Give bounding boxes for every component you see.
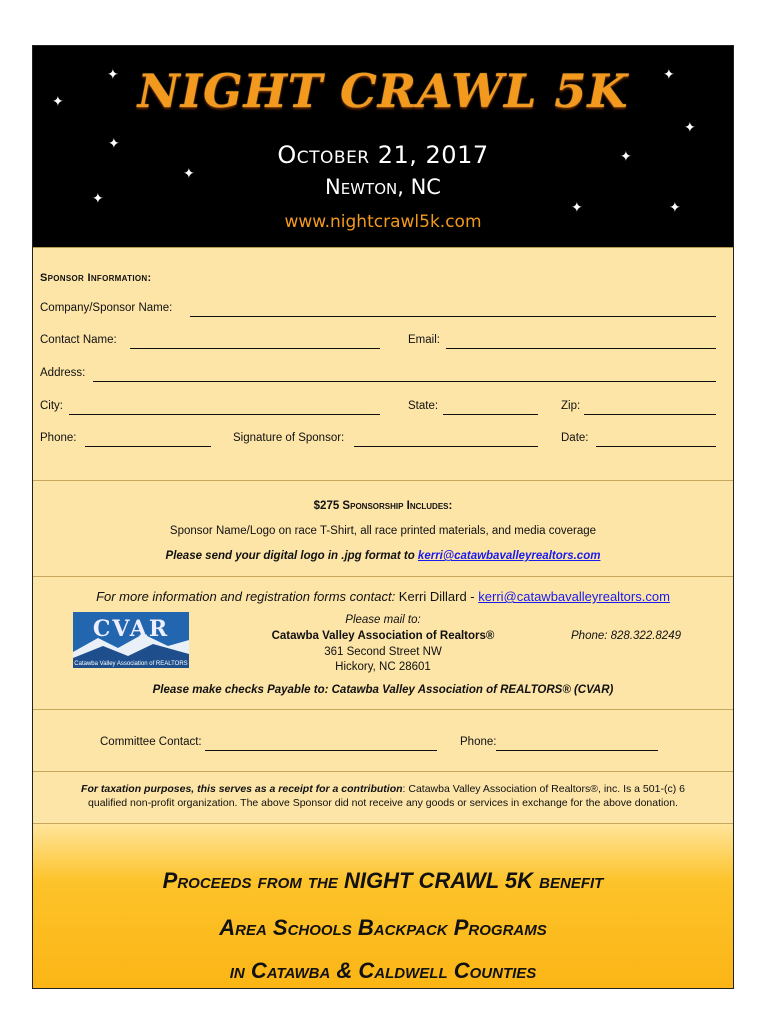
address-field[interactable] (93, 381, 716, 382)
sponsor-information-section (33, 247, 733, 480)
proceeds-line-3: in Catawba & Caldwell Counties (229, 958, 537, 983)
event-location: Newton, NC (325, 175, 441, 199)
sponsor-form-page (32, 45, 734, 989)
contact-name-field[interactable] (130, 348, 380, 349)
cvar-logo-subtext: Catawba Valley Association of REALTORS (74, 661, 188, 667)
tax-line-1-rest: : Catawba Valley Association of Realtors®, inc. Is a 501-(c) 6 (402, 783, 685, 795)
contact-email-link[interactable]: kerri@catawbavalleyrealtors.com (478, 589, 670, 604)
star-icon: ✦ (107, 66, 119, 82)
tax-lead: For taxation purposes, this serves as a receipt for a contribution (81, 783, 403, 795)
zip-field[interactable] (584, 414, 716, 415)
includes-description: Sponsor Name/Logo on race T-Shirt, all race printed materials, and media coverage (169, 525, 597, 537)
proceeds-banner (33, 823, 733, 989)
tax-statement-section (33, 771, 733, 823)
star-icon: ✦ (684, 119, 696, 135)
includes-heading: $275 Sponsorship Includes: (313, 500, 453, 512)
date-field[interactable] (596, 446, 716, 447)
city-field[interactable] (69, 414, 380, 415)
more-info-text: For more information and registration forms contact: (96, 589, 396, 604)
phone-field[interactable] (85, 446, 211, 447)
company-name-label: Company/Sponsor Name: (40, 302, 173, 314)
logo-instruction-text: Please send your digital logo in .jpg format to (165, 550, 418, 562)
email-label: Email: (408, 334, 440, 346)
event-date: October 21, 2017 (277, 141, 489, 169)
star-icon: ✦ (52, 93, 64, 109)
phone-label: Phone: (40, 432, 77, 444)
committee-contact-field[interactable] (205, 750, 437, 751)
state-label: State: (408, 400, 439, 412)
org-phone: Phone: 828.322.8249 (571, 630, 681, 642)
star-icon: ✦ (620, 148, 632, 164)
proceeds-line-2: Area Schools Backpack Programs (219, 915, 547, 940)
star-icon: ✦ (669, 199, 681, 215)
committee-phone-label: Phone: (460, 736, 497, 748)
tax-line-1 (33, 783, 733, 795)
org-city: Hickory, NC 28601 (335, 661, 431, 673)
star-icon: ✦ (108, 135, 120, 151)
contact-section (33, 576, 733, 709)
header-banner (33, 46, 733, 247)
date-label: Date: (561, 432, 589, 444)
email-field[interactable] (446, 348, 716, 349)
contact-name-label: Contact Name: (40, 334, 117, 346)
star-icon: ✦ (92, 190, 104, 206)
mail-to-label: Please mail to: (345, 614, 421, 626)
city-label: City: (40, 400, 63, 412)
more-info-line (33, 589, 733, 604)
sponsorship-includes-section (33, 480, 733, 576)
org-name: Catawba Valley Association of Realtors® (271, 630, 495, 642)
committee-phone-field[interactable] (496, 750, 658, 751)
event-title: NIGHT CRAWL 5K (137, 64, 629, 118)
address-label: Address: (40, 367, 86, 379)
signature-label: Signature of Sponsor: (233, 432, 345, 444)
tax-line-2: qualified non-profit organization. The above Sponsor did not receive any goods or services in exchange for the above donation. (88, 797, 678, 809)
star-icon: ✦ (571, 199, 583, 215)
committee-contact-label: Committee Contact: (100, 736, 202, 748)
proceeds-line-1: Proceeds from the NIGHT CRAWL 5K benefit (162, 868, 604, 893)
state-field[interactable] (443, 414, 538, 415)
star-icon: ✦ (183, 165, 195, 181)
committee-section (33, 709, 733, 771)
signature-field[interactable] (354, 446, 538, 447)
contact-name: Kerri Dillard - (395, 589, 479, 604)
company-name-field[interactable] (190, 316, 716, 317)
star-icon: ✦ (663, 66, 675, 82)
org-street: 361 Second Street NW (324, 646, 442, 658)
event-website-link[interactable]: www.nightcrawl5k.com (284, 212, 482, 232)
checks-payable: Please make checks Payable to: Catawba Valley Association of REALTORS® (CVAR) (152, 684, 614, 696)
section-heading: Sponsor Information: (40, 272, 152, 284)
logo-instruction (33, 550, 733, 562)
logo-email-link[interactable]: kerri@catawbavalleyrealtors.com (417, 550, 601, 562)
cvar-logo-text: CVAR (92, 616, 170, 642)
zip-label: Zip: (561, 400, 581, 412)
